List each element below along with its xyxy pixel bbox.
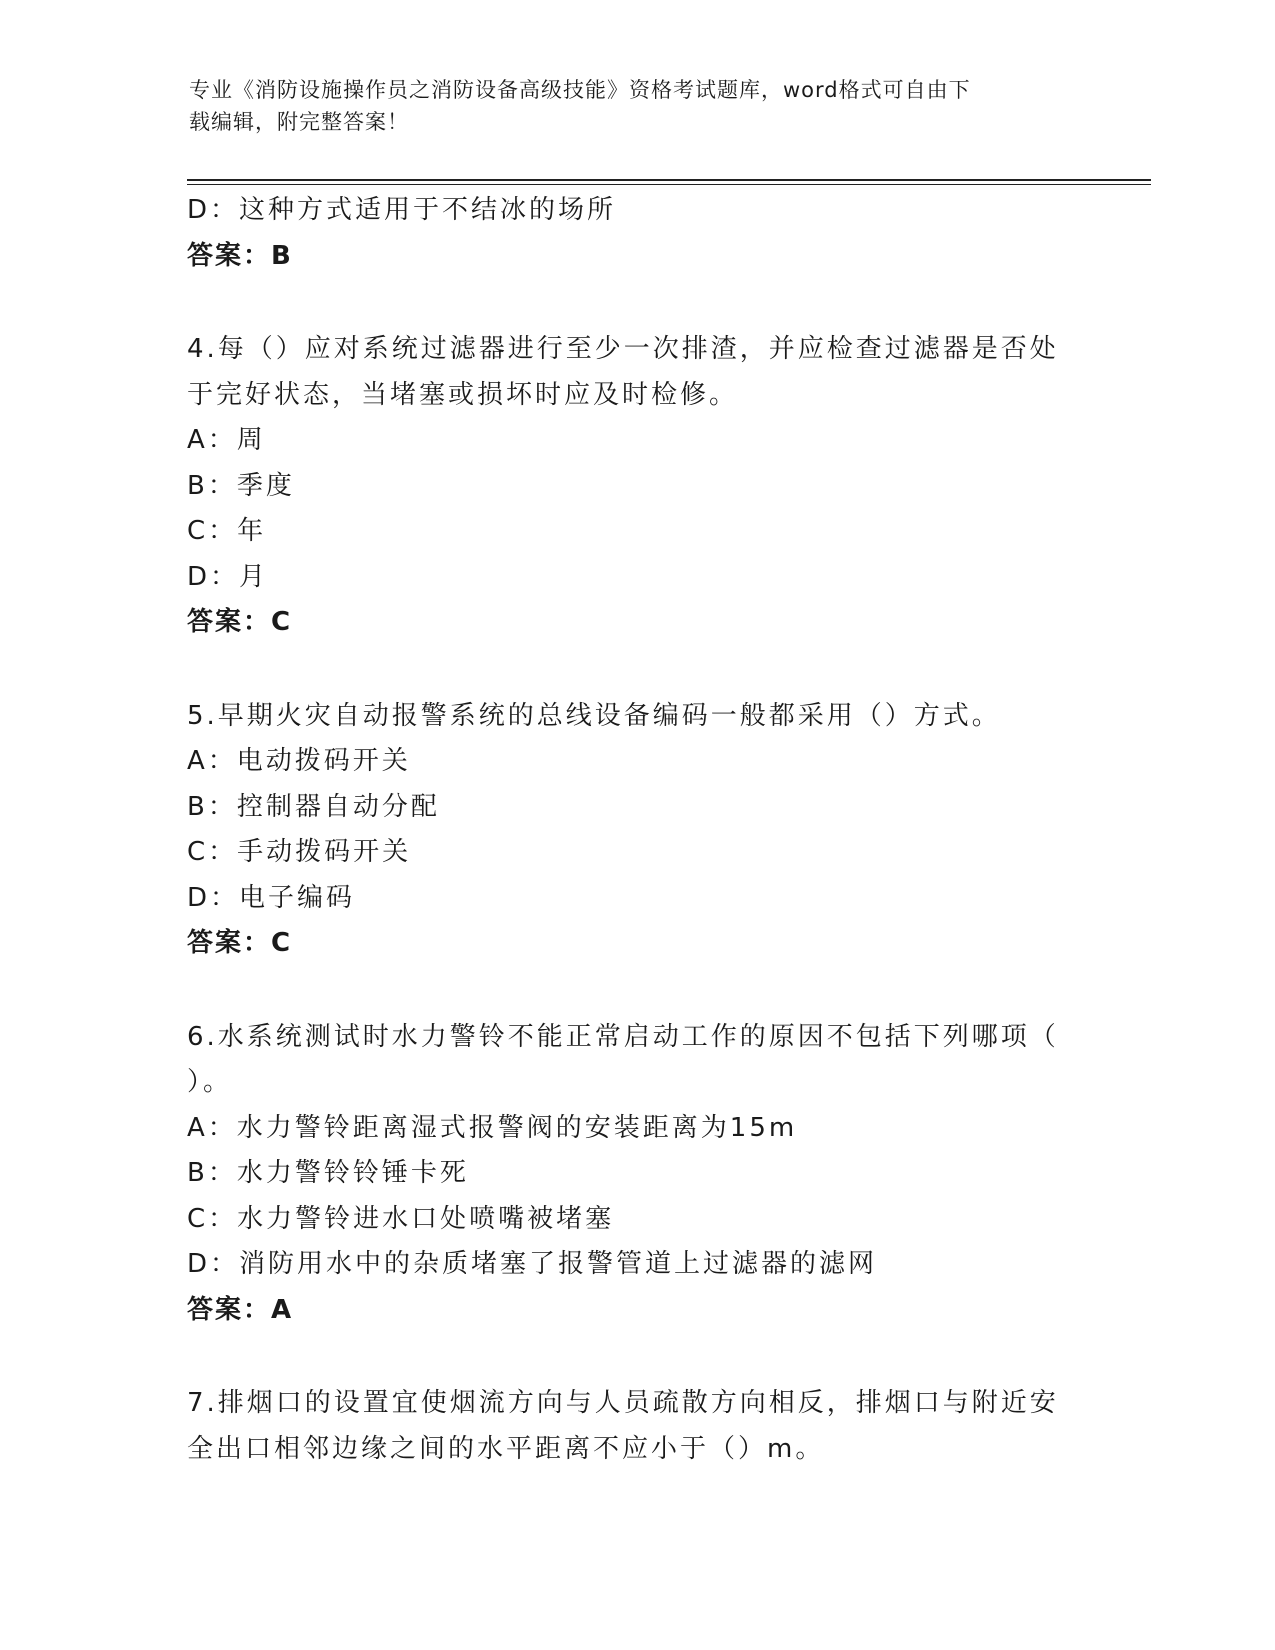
option-b: B：控制器自动分配	[187, 791, 440, 822]
option-d: D：这种方式适用于不结冰的场所	[187, 195, 617, 225]
header-line-2: 载编辑，附完整答案！	[189, 110, 409, 134]
option-d: D：消防用水中的杂质堵塞了报警管道上过滤器的滤网	[187, 1249, 878, 1279]
question-5	[187, 694, 1087, 967]
option-d: D：电子编码	[187, 882, 356, 913]
question-stem: 4.每（）应对系统过滤器进行至少一次排渣，并应检查过滤器是否处	[187, 334, 1059, 364]
answer: 答案：B	[187, 240, 293, 271]
option-b: B：季度	[187, 470, 295, 501]
question-stem-cont: 于完好状态，当堵塞或损坏时应及时检修。	[187, 379, 739, 410]
answer: 答案：A	[187, 1294, 294, 1325]
option-a: A：水力警铃距离湿式报警阀的安装距离为15m	[187, 1112, 798, 1143]
header-divider-thin	[187, 184, 1151, 185]
option-a: A：周	[187, 425, 266, 455]
option-d: D：月	[187, 561, 269, 592]
question-stem-cont: 全出口相邻边缘之间的水平距离不应小于（）m。	[187, 1433, 825, 1464]
question-3-tail	[187, 188, 1087, 279]
question-stem-cont: ）。	[187, 1067, 233, 1097]
question-6	[187, 1015, 1087, 1334]
header-divider-thick	[187, 179, 1151, 181]
option-a: A：电动拨码开关	[187, 746, 411, 776]
question-content	[187, 188, 1087, 1472]
option-c: C：水力警铃进水口处喷嘴被堵塞	[187, 1203, 615, 1234]
answer: 答案：C	[187, 928, 293, 958]
question-stem: 7.排烟口的设置宜使烟流方向与人员疏散方向相反，排烟口与附近安	[187, 1388, 1059, 1418]
option-c: C：手动拨码开关	[187, 837, 412, 867]
question-4	[187, 327, 1087, 646]
header-line-1: 专业《消防设施操作员之消防设备高级技能》资格考试题库，word格式可自由下	[189, 78, 971, 102]
option-c: C：年	[187, 516, 267, 546]
question-stem: 6.水系统测试时水力警铃不能正常启动工作的原因不包括下列哪项（	[187, 1021, 1059, 1052]
question-stem: 5.早期火灾自动报警系统的总线设备编码一般都采用（）方式。	[187, 700, 1001, 731]
question-7	[187, 1381, 1087, 1472]
document-header	[189, 74, 1069, 138]
answer: 答案：C	[187, 607, 293, 637]
option-b: B：水力警铃铃锤卡死	[187, 1158, 469, 1188]
